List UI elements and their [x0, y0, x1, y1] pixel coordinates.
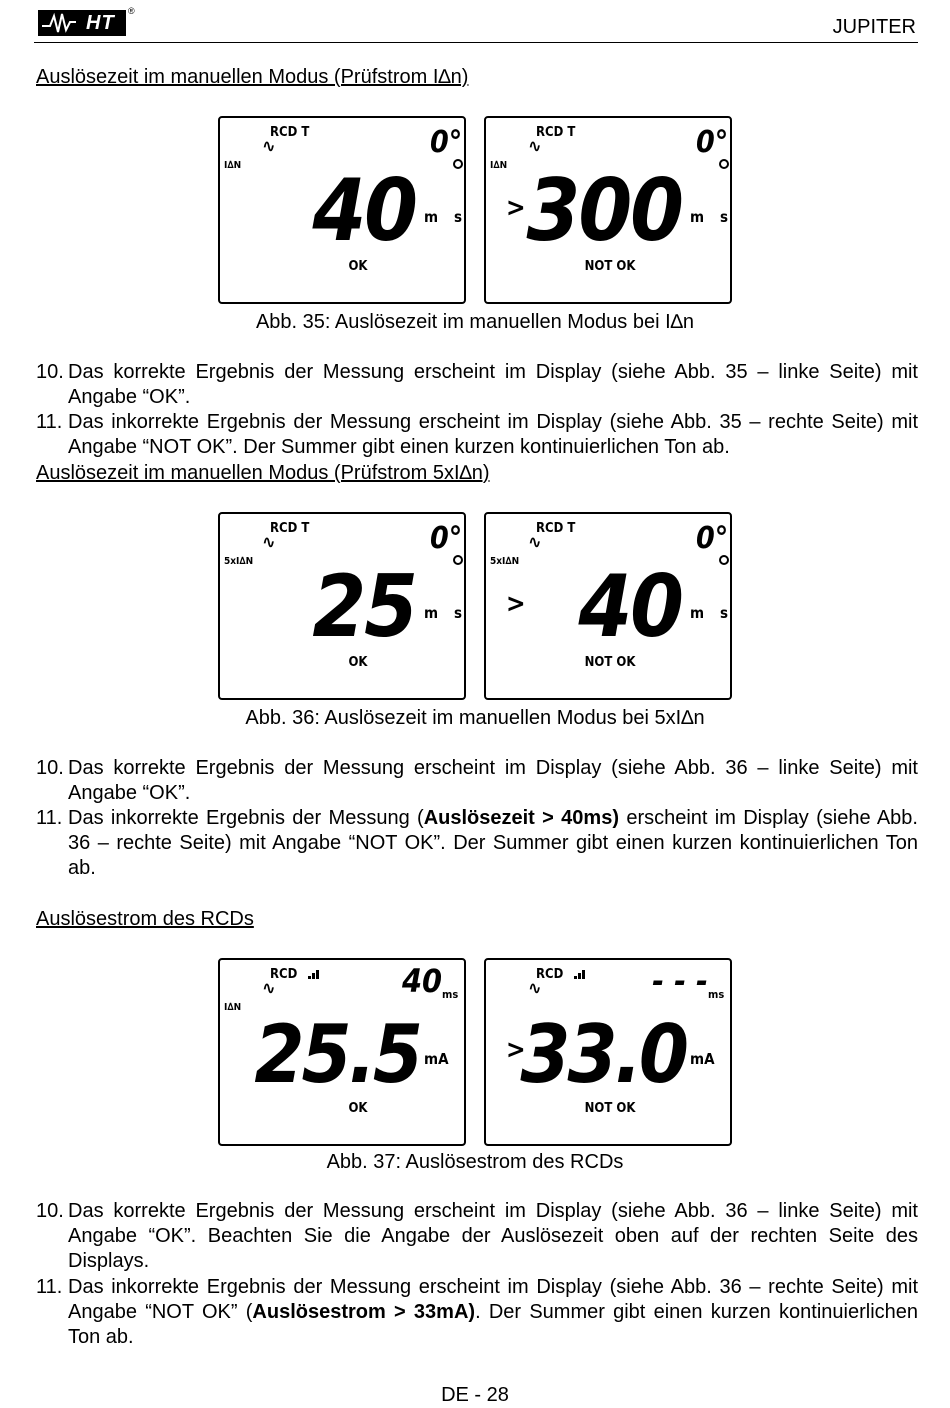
prefix-symbol: >: [506, 193, 526, 223]
main-value: 40: [578, 557, 682, 657]
lcd-display: [484, 958, 732, 1146]
main-value: 33.0: [520, 1008, 686, 1101]
section-title-trip-current: Auslösestrom des RCDs: [36, 908, 254, 930]
logo-registered-mark: ®: [128, 6, 135, 16]
list-text: [68, 806, 918, 881]
angle-value: 0°: [696, 521, 729, 556]
timer-icon: [454, 160, 462, 168]
figure-caption: Abb. 37: Auslösestrom des RCDs: [326, 1151, 624, 1173]
status-label: NOT OK: [584, 655, 636, 670]
wave-icon: ∿: [528, 532, 542, 553]
list-item: [36, 360, 918, 410]
text-part: Das inkorrekte Ergebnis der Messung erscheint im Display (siehe Abb. 36 – rechte Seite) mit Angabe “NOT OK” (: [68, 1276, 918, 1323]
prefix-symbol: >: [506, 1035, 526, 1065]
current-label: 5xI∆N: [224, 556, 254, 567]
current-label: 5xI∆N: [490, 556, 520, 567]
mode-label: RCD: [270, 967, 298, 982]
angle-value: 0°: [430, 125, 463, 160]
wave-icon: ∿: [262, 978, 276, 999]
unit-milli: m: [424, 208, 439, 226]
status-label: NOT OK: [584, 1101, 636, 1116]
unit-seconds: s: [454, 208, 463, 226]
text-part: Das inkorrekte Ergebnis der Messung (: [68, 807, 424, 829]
list-number: 11.: [36, 411, 63, 433]
current-label: I∆N: [224, 1002, 242, 1013]
unit-milli: m: [690, 208, 705, 226]
lcd-display: [218, 512, 466, 700]
timer-icon: [454, 556, 462, 564]
angle-value: 0°: [696, 125, 729, 160]
main-value: 300: [526, 161, 682, 261]
mode-label: RCD T: [270, 125, 310, 140]
main-value: 25: [312, 557, 416, 657]
list-item: [36, 806, 918, 881]
trip-time-value: 40: [401, 962, 442, 1000]
angle-value: 0°: [430, 521, 463, 556]
list-number: 10.: [36, 1200, 64, 1222]
logo-text: HT: [86, 12, 115, 34]
unit-seconds: s: [454, 604, 463, 622]
status-label: OK: [348, 259, 368, 274]
list-item: [36, 756, 918, 806]
list-number: 10.: [36, 361, 64, 383]
list-item: [36, 1199, 918, 1274]
trip-time-value: - - -: [652, 962, 708, 1000]
section-title-manual-idn: Auslösezeit im manuellen Modus (Prüfstrom I∆n): [36, 66, 469, 88]
list-number: 11.: [36, 807, 63, 829]
unit-seconds: s: [720, 208, 729, 226]
lcd-display: [484, 512, 732, 700]
signal-bars-icon: [574, 970, 585, 979]
list-text: Das inkorrekte Ergebnis der Messung erscheint im Display (siehe Abb. 35 – rechte Seite) mit Angabe “NOT OK”. Der Summer gibt einen kurzen kontinuierlichen Ton ab.: [68, 411, 918, 458]
unit-milliampere: mA: [690, 1050, 715, 1068]
lcd-display: [484, 116, 732, 304]
wave-icon: ∿: [528, 978, 542, 999]
main-value: 25.5: [254, 1008, 420, 1101]
unit-milli: m: [424, 604, 439, 622]
wave-icon: ∿: [262, 136, 276, 157]
timer-icon: [720, 556, 728, 564]
list-number: 11.: [36, 1276, 63, 1298]
bold-text: Auslösestrom > 33mA): [252, 1301, 476, 1323]
document-title: JUPITER: [832, 16, 916, 38]
signal-bars-icon: [308, 970, 319, 979]
list-item: [36, 410, 918, 460]
mode-label: RCD: [536, 967, 564, 982]
mode-label: RCD T: [270, 521, 310, 536]
trip-time-unit: ms: [442, 988, 459, 1001]
text-part: erscheint im Display (siehe Abb. 36 – rechte Seite) mit Angabe “NOT OK”. Der Summer gibt einen kurzen kontinuierlichen Ton ab.: [68, 807, 918, 879]
current-label: I∆N: [490, 160, 508, 171]
lcd-display: [218, 116, 466, 304]
unit-milli: m: [690, 604, 705, 622]
main-value: 40: [312, 161, 416, 261]
list-number: 10.: [36, 757, 64, 779]
figure-caption: Abb. 36: Auslösezeit im manuellen Modus bei 5xI∆n: [245, 707, 705, 729]
prefix-symbol: >: [506, 589, 526, 619]
mode-label: RCD T: [536, 521, 576, 536]
list-text: Das korrekte Ergebnis der Messung erscheint im Display (siehe Abb. 35 – linke Seite) mit Angabe “OK”.: [68, 361, 918, 408]
wave-icon: ∿: [528, 136, 542, 157]
list-text: Das korrekte Ergebnis der Messung erscheint im Display (siehe Abb. 36 – linke Seite) mit Angabe “OK”. Beachten Sie die Angabe der Auslösezeit oben auf der rechten Seite des Displays.: [68, 1200, 918, 1272]
bold-text: Auslösezeit > 40ms): [423, 807, 619, 829]
timer-icon: [720, 160, 728, 168]
unit-milliampere: mA: [424, 1050, 449, 1068]
unit-seconds: s: [720, 604, 729, 622]
page-number: DE - 28: [441, 1384, 509, 1406]
list-item: [36, 1275, 918, 1350]
status-label: OK: [348, 655, 368, 670]
section-title-manual-5xidn: Auslösezeit im manuellen Modus (Prüfstrom 5xI∆n): [36, 462, 490, 484]
status-label: NOT OK: [584, 259, 636, 274]
wave-icon: ∿: [262, 532, 276, 553]
lcd-display: [218, 958, 466, 1146]
ht-logo-icon: [38, 10, 130, 36]
ht-logo: [38, 6, 135, 36]
mode-label: RCD T: [536, 125, 576, 140]
figure-caption: Abb. 35: Auslösezeit im manuellen Modus bei I∆n: [255, 311, 695, 333]
trip-time-unit: ms: [708, 988, 725, 1001]
list-text: Das korrekte Ergebnis der Messung erscheint im Display (siehe Abb. 36 – linke Seite) mit Angabe “OK”.: [68, 757, 918, 804]
status-label: OK: [348, 1101, 368, 1116]
page-header: [34, 4, 918, 43]
current-label: I∆N: [224, 160, 242, 171]
text-part: . Der Summer gibt einen kurzen kontinuierlichen Ton ab.: [68, 1301, 919, 1348]
list-text: [68, 1275, 918, 1350]
